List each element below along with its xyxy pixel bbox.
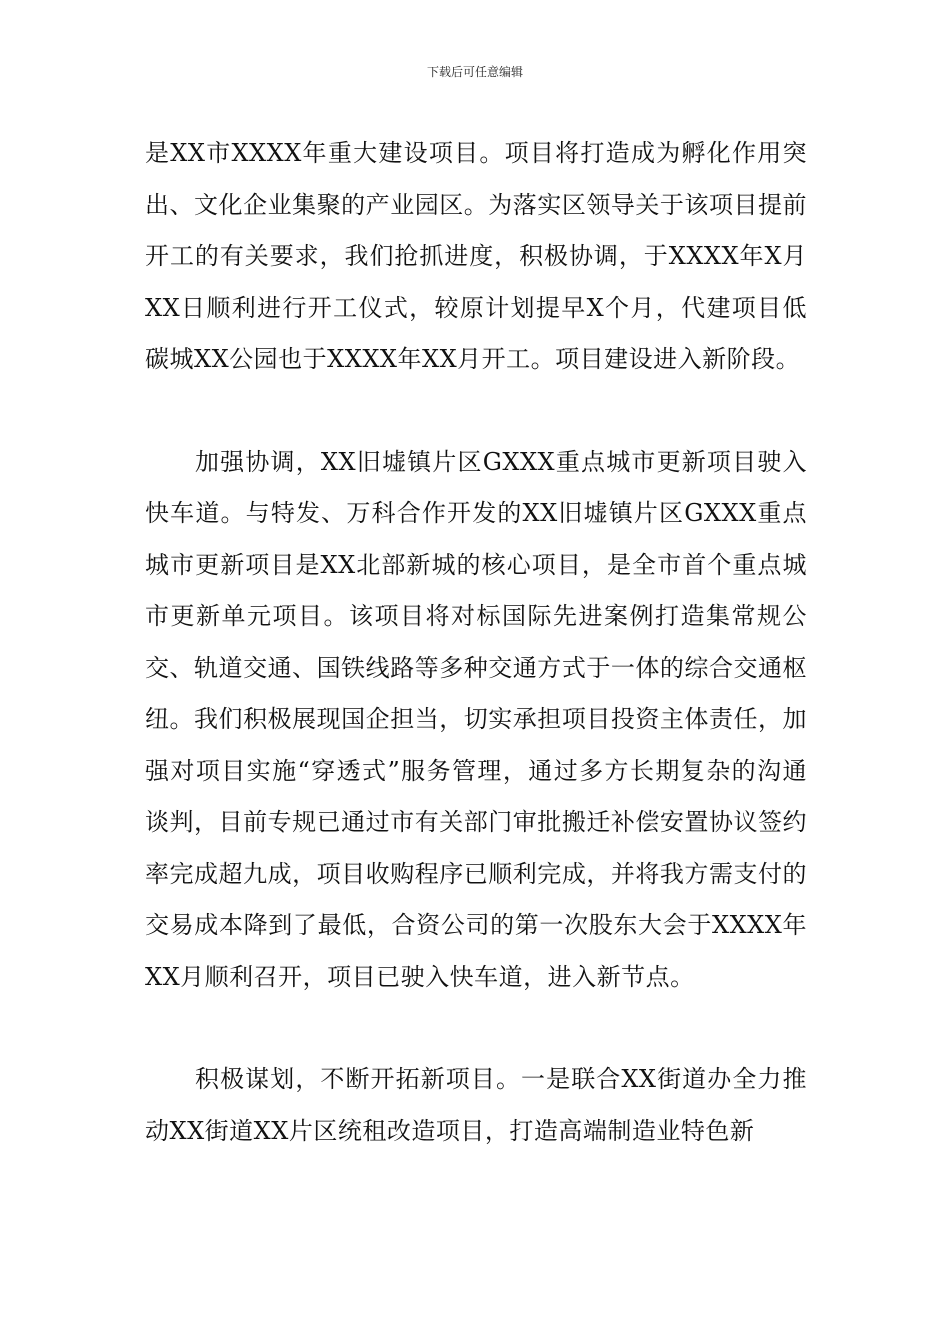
paragraph-3: 积极谋划，不断开拓新项目。一是联合XX街道办全力推动XX街道XX片区统租改造项目，打造高端制造业特色新	[145, 1065, 807, 1145]
document-body	[145, 128, 807, 1157]
paragraph-2: 加强协调，XX旧墟镇片区GXXX重点城市更新项目驶入快车道。与特发、万科合作开发的XX旧墟镇片区GXXX重点城市更新项目是XX北部新城的核心项目，是全市首个重点城市更新单元项目。该项目将对标国际先进案例打造集常规公交、轨道交通、国铁线路等多种交通方式于一体的综合交通枢纽。我们积极展现国企担当，切实承担项目投资主体责任，加强对项目实施“穿透式”服务管理，通过多方长期复杂的沟通谈判，目前专规已通过市有关部门审批搬迁补偿安置协议签约率完成超九成，项目收购程序已顺利完成，并将我方需支付的交易成本降到了最低，合资公司的第一次股东大会于XXXX年XX月顺利召开，项目已驶入快车道，进入新节点。	[145, 447, 807, 991]
paragraph-1: 是XX市XXXX年重大建设项目。项目将打造成为孵化作用突出、文化企业集聚的产业园区。为落实区领导关于该项目提前开工的有关要求，我们抢抓进度，积极协调，于XXXX年X月XX日顺利进行开工仪式，较原计划提早X个月，代建项目低碳城XX公园也于XXXX年XX月开工。项目建设进入新阶段。	[145, 139, 807, 373]
header-note: 下载后可任意编辑	[426, 65, 523, 79]
